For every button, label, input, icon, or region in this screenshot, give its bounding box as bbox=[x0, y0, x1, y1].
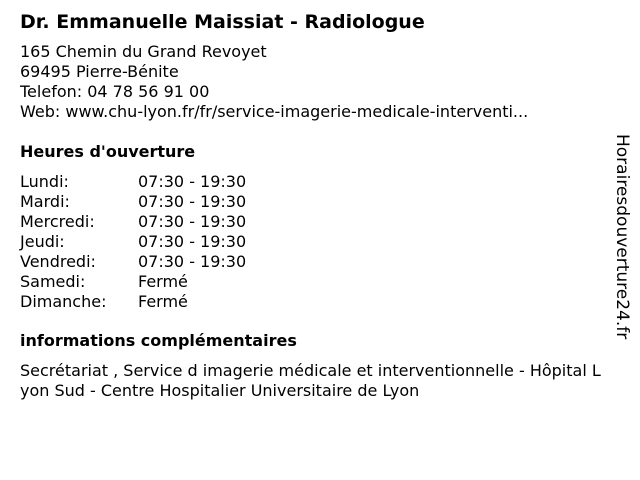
day-label: Mercredi: bbox=[20, 212, 95, 231]
hours-row bbox=[20, 272, 600, 292]
city-postal: 69495 Pierre-Bénite bbox=[20, 62, 179, 81]
time-value: 07:30 - 19:30 bbox=[138, 212, 247, 231]
time-value: 07:30 - 19:30 bbox=[138, 172, 247, 191]
day-label: Vendredi: bbox=[20, 252, 96, 271]
hours-row bbox=[20, 292, 600, 312]
additional-info-heading: informations complémentaires bbox=[20, 331, 297, 350]
time-value: Fermé bbox=[138, 292, 188, 311]
hours-row bbox=[20, 192, 600, 212]
opening-hours-table bbox=[20, 172, 600, 312]
hours-row bbox=[20, 212, 600, 232]
hours-row bbox=[20, 232, 600, 252]
address-block bbox=[20, 42, 600, 122]
page-title: Dr. Emmanuelle Maissiat - Radiologue bbox=[20, 11, 425, 33]
time-value: 07:30 - 19:30 bbox=[138, 192, 247, 211]
time-value: Fermé bbox=[138, 272, 188, 291]
phone-number: Telefon: 04 78 56 91 00 bbox=[20, 82, 210, 101]
hours-row bbox=[20, 172, 600, 192]
opening-hours-heading: Heures d'ouverture bbox=[20, 142, 196, 161]
site-watermark: Horairesdouverture24.fr bbox=[612, 134, 632, 340]
time-value: 07:30 - 19:30 bbox=[138, 252, 247, 271]
hours-row bbox=[20, 252, 600, 272]
street-address: 165 Chemin du Grand Revoyet bbox=[20, 42, 267, 61]
day-label: Dimanche: bbox=[20, 292, 107, 311]
day-label: Mardi: bbox=[20, 192, 70, 211]
day-label: Lundi: bbox=[20, 172, 69, 191]
time-value: 07:30 - 19:30 bbox=[138, 232, 247, 251]
business-info-card bbox=[20, 10, 600, 401]
additional-info-text: Secrétariat , Service d imagerie médicale et interventionnelle - Hôpital Lyon Sud - Centre Hospitalier Universitaire de Lyon bbox=[20, 361, 601, 400]
day-label: Jeudi: bbox=[20, 232, 65, 251]
website-link[interactable]: Web: www.chu-lyon.fr/fr/service-imagerie-medicale-interventi... bbox=[20, 102, 529, 121]
day-label: Samedi: bbox=[20, 272, 86, 291]
